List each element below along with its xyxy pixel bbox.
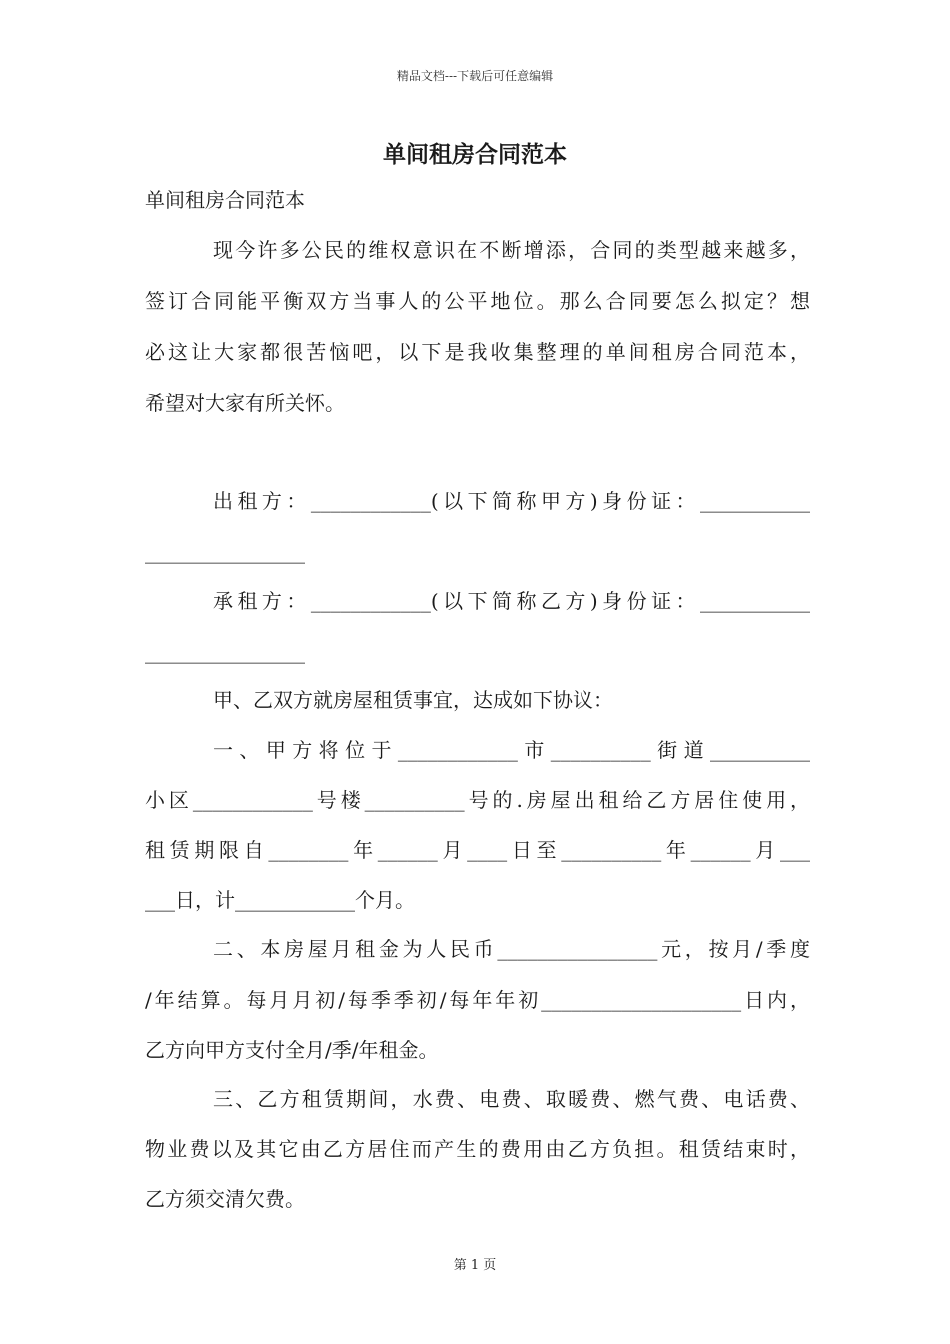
paragraph-line: 希望对大家有所关怀。 [145, 391, 345, 415]
lessee-line: 承租方：____________(以下简称乙方)身份证：___________ [213, 589, 810, 613]
clause-3-line: 物业费以及其它由乙方居住而产生的费用由乙方负担。租赁结束时， [145, 1137, 810, 1161]
clause-2-line: 乙方向甲方支付全月/季/年租金。 [145, 1038, 439, 1062]
clause-1-line: ___日，计____________个月。 [145, 888, 415, 912]
agreement-intro: 甲、乙双方就房屋租赁事宜，达成如下协议： [213, 688, 613, 712]
clause-3-line: 三、乙方租赁期间，水费、电费、取暖费、燃气费、电话费、 [213, 1087, 810, 1111]
page-header: 精品文档---下载后可任意编辑 [396, 69, 554, 83]
clause-1-line: 小区____________号楼__________号的.房屋出租给乙方居住使用， [145, 788, 810, 812]
lessor-line-cont: ________________ [145, 540, 305, 564]
lessee-line-cont: ________________ [145, 640, 305, 664]
lessor-line: 出租方：____________(以下简称甲方)身份证：___________ [213, 489, 810, 513]
clause-2-line: 二、本房屋月租金为人民币________________元，按月/季度 [213, 937, 810, 961]
document-title: 单间租房合同范本 [383, 141, 567, 168]
page-number: 第 1 页 [453, 1258, 497, 1273]
paragraph-line: 必这让大家都很苦恼吧，以下是我收集整理的单间租房合同范本， [145, 340, 810, 364]
paragraph-line: 现今许多公民的维权意识在不断增添，合同的类型越来越多， [213, 238, 810, 262]
clause-1-line: 租赁期限自________年______月____日至__________年______月___ [145, 838, 810, 862]
clause-3-line: 乙方须交清欠费。 [145, 1187, 305, 1211]
clause-1-line: 一、甲方将位于____________市__________街道__________ [213, 738, 810, 762]
clause-2-line: /年结算。每月月初/每季季初/每年年初____________________日内， [145, 988, 810, 1012]
subtitle-line: 单间租房合同范本 [145, 188, 305, 212]
paragraph-line: 签订合同能平衡双方当事人的公平地位。那么合同要怎么拟定？想 [145, 289, 810, 313]
